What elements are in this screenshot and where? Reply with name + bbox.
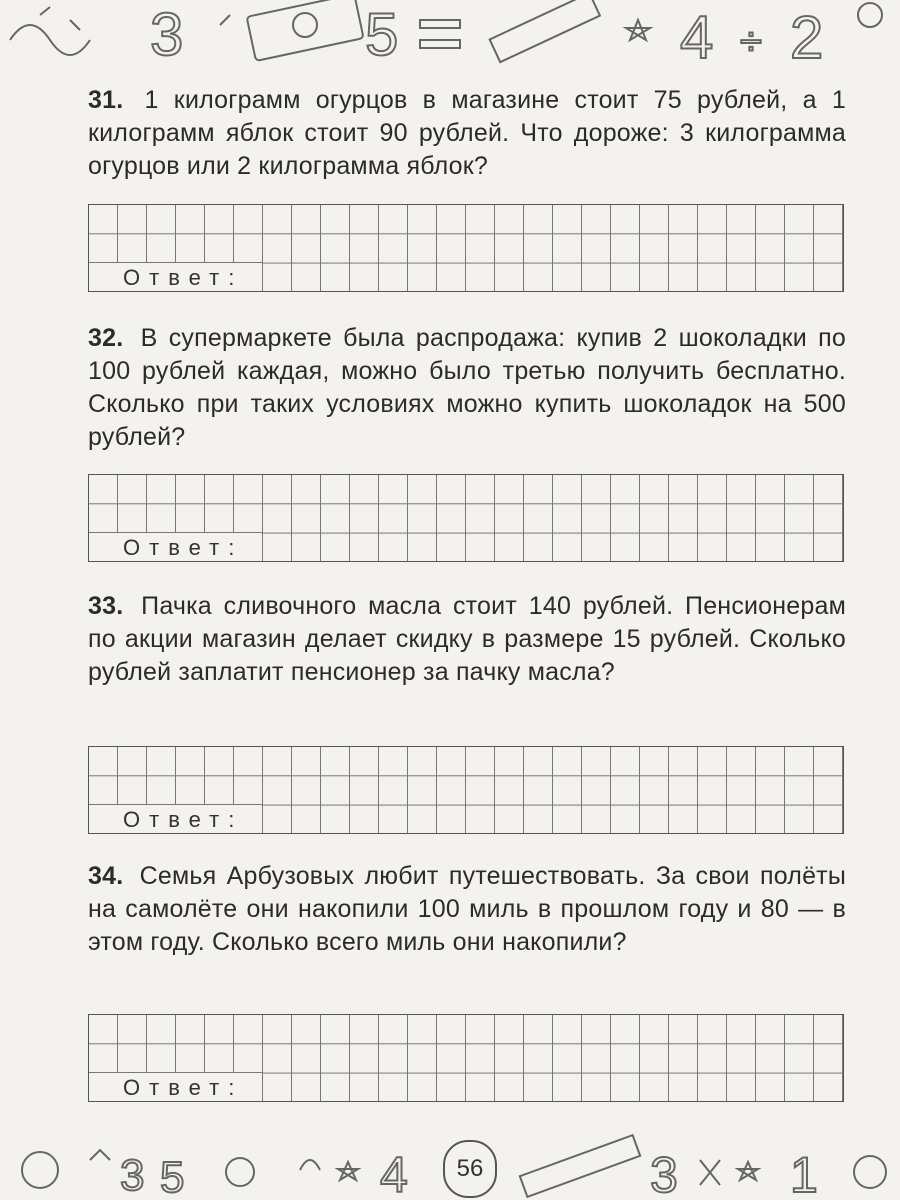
answer-grid-32[interactable] bbox=[88, 474, 844, 562]
task-number: 31. bbox=[88, 86, 124, 114]
task-32-text-block bbox=[88, 322, 846, 454]
answer-grid-33[interactable] bbox=[88, 746, 844, 834]
answer-label: Ответ: bbox=[89, 804, 263, 833]
task-statement: Семья Арбузовых любит путешествовать. За свои полёты на самолёте они накопили 100 миль в прошлом году и 80 — в этом году. Сколько всего миль они накопили? bbox=[88, 862, 846, 956]
task-33-text-block bbox=[88, 590, 846, 689]
task-statement: 1 килограмм огурцов в магазине стоит 75 рублей, а 1 килограмм яблок стоит 90 рублей. Что дороже: 3 килограмма огурцов или 2 килограмма яблок? bbox=[88, 86, 846, 180]
task-32 bbox=[88, 322, 846, 454]
answer-grid-31[interactable] bbox=[88, 204, 844, 292]
answer-label: Ответ: bbox=[89, 1072, 263, 1101]
top-doodle-border bbox=[0, 0, 900, 70]
page-number: 56 bbox=[443, 1140, 497, 1198]
svg-text:4: 4 bbox=[680, 4, 714, 70]
task-statement: В супермаркете была распродажа: купив 2 шоколадки по 100 рублей каждая, можно было третью получить бесплатно. Сколько при таких условиях можно купить шоколадок на 500 рублей? bbox=[88, 324, 846, 451]
task-31-text-block bbox=[88, 84, 846, 183]
task-statement: Пачка сливочного масла стоит 140 рублей. Пенсионерам по акции магазин делает скидку в размере 15 рублей. Сколько рублей заплатит пенсионер за пачку масла? bbox=[88, 592, 846, 686]
task-34 bbox=[88, 860, 846, 959]
task-number: 32. bbox=[88, 324, 124, 352]
svg-text:4: 4 bbox=[380, 1147, 408, 1200]
svg-text:3: 3 bbox=[150, 1, 184, 68]
task-33 bbox=[88, 590, 846, 689]
doodle-decoration bbox=[0, 0, 900, 70]
answer-label: Ответ: bbox=[89, 532, 263, 561]
svg-text:5: 5 bbox=[160, 1153, 185, 1200]
answer-grid-34[interactable] bbox=[88, 1014, 844, 1102]
task-34-text-block bbox=[88, 860, 846, 959]
svg-text:5: 5 bbox=[365, 1, 399, 68]
svg-text:3: 3 bbox=[650, 1147, 678, 1200]
task-number: 34. bbox=[88, 862, 124, 890]
svg-text:2: 2 bbox=[790, 4, 824, 70]
answer-label: Ответ: bbox=[89, 262, 263, 291]
svg-text:3: 3 bbox=[120, 1151, 145, 1200]
svg-text:÷: ÷ bbox=[740, 20, 762, 64]
task-31 bbox=[88, 84, 846, 183]
svg-text:1: 1 bbox=[790, 1147, 818, 1200]
task-number: 33. bbox=[88, 592, 124, 620]
